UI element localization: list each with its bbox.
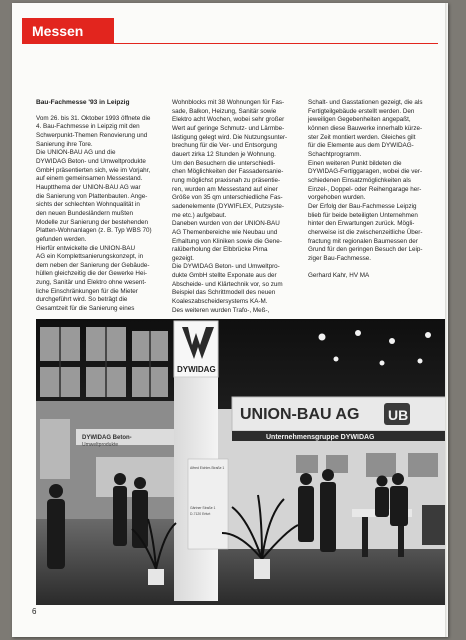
text-line: GmbH präsentierten sich, wie im Vorjahr,	[36, 166, 151, 174]
text-line: Schachtprogramm.	[308, 150, 362, 158]
text-line: DYWIDAG Beton- und Umweltprodukte	[36, 157, 146, 165]
column-3-text	[308, 99, 426, 263]
text-line: lästigung gelegt wird. Die Nutzungsunter-	[172, 133, 288, 141]
text-line: Erhaltung von Kliniken sowie die Gene-	[172, 237, 282, 245]
text-line: dukte GmbH stellte Exponate aus der	[172, 272, 277, 280]
text-line: Des weiteren wurden Trafo-, Meß-,	[172, 306, 270, 314]
ub-badge-icon	[384, 403, 410, 425]
text-line: Koaleszabscheidersystems KA-M.	[172, 298, 268, 306]
wall-sign-line1: DYWIDAG Beton-	[82, 435, 132, 441]
text-line: dem neben der Sanierung der Gebäude-	[36, 261, 150, 269]
text-line: schiedenen Einsatzmöglichkeiten als	[308, 176, 411, 184]
column-1-text	[36, 115, 154, 314]
text-line: liche Einschränkungen für die Mieter	[36, 287, 138, 295]
text-line: ziger Bau-Fachmesse.	[308, 254, 371, 262]
text-line: Einzel-, Doppel- oder Reihengarage her-	[308, 185, 422, 193]
text-line: Daneben wurden von der UNION-BAU	[172, 220, 280, 228]
text-line: Hauptthema der UNION-BAU AG war	[36, 183, 141, 191]
text-line: die Sanierung von Plattenbauten. Ange-	[36, 192, 148, 200]
page-edge-shadow	[445, 3, 448, 637]
text-line: fractung mit regionalen Baumessen der	[308, 237, 418, 245]
text-line: Fertigteilgebäude erstellt werden. Den	[308, 107, 415, 115]
panel-text-3: D-7120 Erfurt	[190, 512, 211, 516]
article-column-1	[36, 99, 154, 314]
text-line: DYWIDAG-Fertiggaragen, wobei die ver-	[308, 168, 423, 176]
booth-sign-sub: Unternehmensgruppe DYWIDAG	[266, 434, 375, 441]
text-line: Die DYWIDAG Beton- und Umweltpro-	[172, 263, 280, 271]
page-number: 6	[32, 607, 37, 616]
article-column-3	[308, 99, 426, 281]
text-line: brechung für die Ver- und Entsorgung	[172, 142, 278, 150]
text-line: ster Zeit montiert werden. Gleiches gilt	[308, 133, 416, 141]
text-line: auf einem gemeinsamen Messestand.	[36, 175, 143, 183]
text-line: sichts der schlechten Wohnqualität in	[36, 201, 140, 209]
text-line: Die UNION-BAU AG und die	[36, 149, 116, 157]
text-line: Größe von 35 qm unterschiedliche Fas-	[172, 194, 283, 202]
text-line: Schalt- und Gasstationen gezeigt, die als	[308, 99, 423, 106]
text-line: Platten-Wohnanlagen (z. B. Typ WBS 70)	[36, 227, 152, 235]
text-line: für die Elemente aus dem DYWIDAG-	[308, 142, 414, 150]
text-line: Um den Besuchern die unterschiedli-	[172, 159, 276, 167]
text-line: Gesamtzeit für die Sanierung eines	[36, 305, 135, 313]
text-line: den neuen Bundesländern mußten	[36, 209, 133, 217]
text-line: Beispiel das Schrittmodell des neuen	[172, 289, 276, 297]
text-line: ralüberholung der Elbbrücke Pirna	[172, 246, 268, 254]
text-line: durchgeführt wird. So beträgt die	[36, 296, 128, 304]
ub-badge-text: UB	[388, 407, 409, 423]
section-title: Messen	[32, 23, 84, 39]
text-line: sadenelemente (DYWIFLEX, Putzsyste-	[172, 202, 284, 210]
booth-sign-main: UNION-BAU AG	[240, 406, 360, 423]
text-line: ren, wurden am Messestand auf einer	[172, 185, 278, 193]
text-line: Grund für den geringen Besuch der Leip-	[308, 246, 423, 254]
text-line: Elektro acht Wochen, wobei sehr großer	[172, 116, 285, 124]
text-line: me etc.) aufgebaut.	[172, 211, 227, 219]
section-banner	[22, 18, 114, 44]
text-line: vorgehoben wurden.	[308, 194, 366, 202]
text-line: hüllen gleichzeitig die der Gewerke Hei-	[36, 270, 147, 278]
text-line: Wohnblocks mit 38 Wohnungen für Fas-	[172, 99, 285, 106]
text-line: AG ein Komplettsanierungskonzept, in	[36, 253, 144, 261]
text-line: können diese Bauwerke innerhalb kürze-	[308, 124, 423, 132]
trade-fair-photo	[36, 319, 448, 605]
column-2-text	[172, 99, 290, 315]
header-rule	[114, 43, 438, 44]
text-line: Der Erfolg der Bau-Fachmesse Leipzig	[308, 202, 417, 210]
article-column-2	[172, 99, 290, 315]
text-line: jeweiligen Gegebenheiten angepaßt,	[308, 116, 411, 124]
booth-photo-illustration	[36, 319, 448, 605]
panel-text-2: Gärtner Straße 1	[190, 506, 216, 510]
text-line: AG Themenbereiche wie Neubau und	[172, 228, 278, 236]
text-line: Sanierung ihre Tore.	[36, 140, 93, 148]
text-line: 4. Bau-Fachmesse in Leipzig mit den	[36, 123, 140, 131]
text-line: Modelle zur Sanierung der bestehenden	[36, 218, 149, 226]
text-line: blieb für beide beteiligten Unternehmen	[308, 211, 418, 219]
text-line: Schwerpunkt-Themen Renovierung und	[36, 131, 148, 139]
text-line: sade, Balkon, Heizung, Sanitär sowie	[172, 107, 277, 115]
panel-text-1: Alfred Eichler-Straße 1	[190, 466, 225, 470]
text-line: Wert auf geringe Schmutz- und Lärmbe-	[172, 124, 285, 132]
text-line: Einen weiteren Punkt bildeten die	[308, 159, 402, 167]
text-line: zung, Sanitär und Elektro ohne wesent-	[36, 279, 147, 287]
tower-logo-name: DYWIDAG	[177, 365, 216, 374]
text-line: hinter den Erwartungen zurück. Mögli-	[308, 220, 415, 228]
text-line: gezeigt.	[172, 254, 195, 262]
text-line: Hierfür entwickelte die UNION-BAU	[36, 244, 136, 252]
article-headline: Bau-Fachmesse '93 in Leipzig	[36, 99, 130, 106]
text-line: Abscheide- und Klärtechnik vor, so zum	[172, 280, 283, 288]
document-page	[12, 3, 448, 637]
text-line: rung möglichst praxisnah zu präsentie-	[172, 176, 281, 184]
text-line: chen Möglichkeiten der Fassadensanie-	[172, 168, 284, 176]
text-line: Vom 26. bis 31. Oktober 1993 öffnete die	[36, 114, 151, 122]
author-signature: Gerhard Kahr, HV MA	[308, 272, 370, 280]
wall-sign-line2: Umweltprodukte	[82, 442, 119, 448]
text-line: cherweise ist die zwischenzeitliche Über-	[308, 228, 423, 236]
text-line: gefunden werden.	[36, 235, 87, 243]
text-line: dauert zirka 12 Stunden je Wohnung.	[172, 150, 276, 158]
